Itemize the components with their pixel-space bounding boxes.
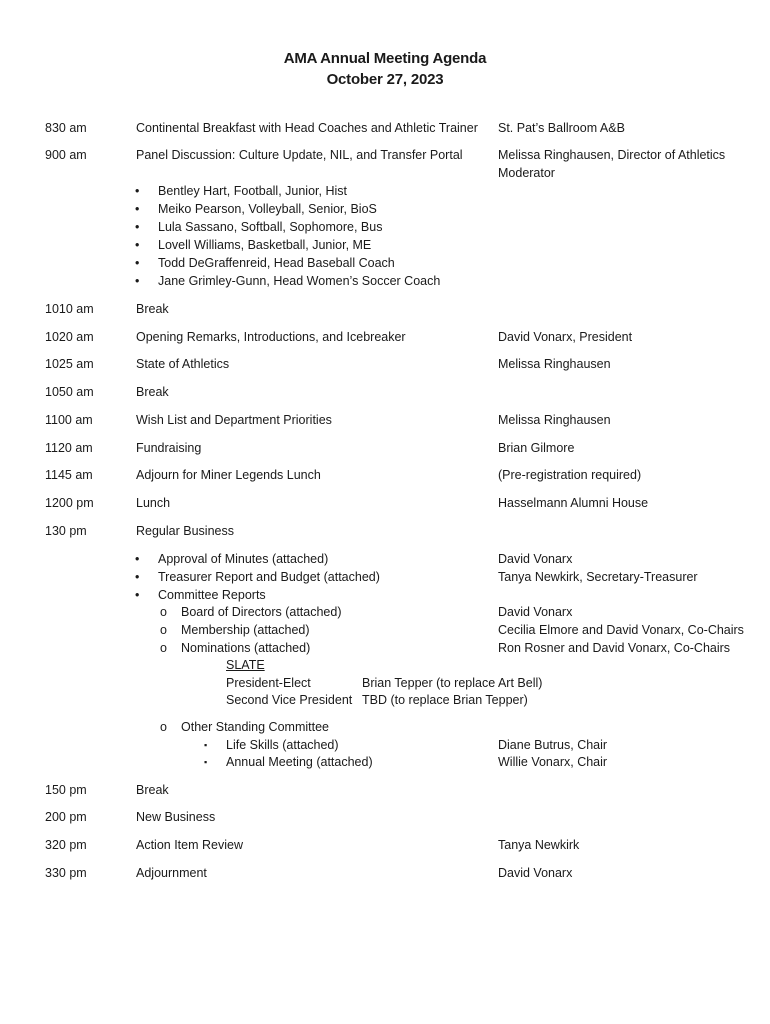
agenda-location: Hasselmann Alumni House bbox=[498, 496, 649, 510]
committee-item-label: Nominations (attached) bbox=[181, 641, 311, 655]
bullet-disc: • bbox=[135, 552, 140, 566]
bullet-disc: • bbox=[135, 570, 140, 584]
panelist-name: Meiko Pearson, Volleyball, Senior, BioS bbox=[158, 202, 377, 216]
agenda-time: 330 pm bbox=[45, 866, 87, 880]
agenda-presenter: Tanya Newkirk, Secretary-Treasurer bbox=[498, 570, 698, 584]
bullet-square: ▪ bbox=[204, 740, 208, 750]
bullet-disc: • bbox=[135, 202, 140, 216]
agenda-presenter: Cecilia Elmore and David Vonarx, Co-Chairs bbox=[498, 623, 744, 637]
panelist-name: Lula Sassano, Softball, Sophomore, Bus bbox=[158, 220, 383, 234]
agenda-description: Wish List and Department Priorities bbox=[136, 413, 332, 427]
agenda-description: Fundraising bbox=[136, 441, 202, 455]
agenda-time: 1200 pm bbox=[45, 496, 94, 510]
slate-role: President-Elect bbox=[226, 676, 311, 690]
slate-role: Second Vice President bbox=[226, 693, 353, 707]
panelist-name: Jane Grimley-Gunn, Head Women’s Soccer Coach bbox=[158, 274, 441, 288]
agenda-description: Break bbox=[136, 783, 169, 797]
agenda-time: 150 pm bbox=[45, 783, 87, 797]
agenda-description: Action Item Review bbox=[136, 838, 243, 852]
agenda-date: October 27, 2023 bbox=[326, 71, 444, 88]
agenda-presenter: (Pre-registration required) bbox=[498, 468, 642, 482]
agenda-time: 1145 am bbox=[45, 468, 93, 482]
business-item-label: Treasurer Report and Budget (attached) bbox=[158, 570, 380, 584]
bullet-disc: • bbox=[135, 588, 140, 602]
bullet-disc: • bbox=[135, 184, 140, 198]
agenda-presenter: Melissa Ringhausen, Director of Athletics bbox=[498, 148, 726, 162]
agenda-time: 1120 am bbox=[45, 441, 93, 455]
agenda-presenter: Willie Vonarx, Chair bbox=[498, 755, 608, 769]
bullet-circle: o bbox=[160, 641, 167, 655]
bullet-disc: • bbox=[135, 256, 140, 270]
agenda-time: 1050 am bbox=[45, 385, 94, 399]
business-item-label: Approval of Minutes (attached) bbox=[158, 552, 329, 566]
bullet-circle: o bbox=[160, 605, 167, 619]
agenda-description: Adjourn for Miner Legends Lunch bbox=[136, 468, 321, 482]
agenda-description: State of Athletics bbox=[136, 357, 230, 371]
agenda-presenter: David Vonarx, President bbox=[498, 330, 633, 344]
agenda-presenter: Ron Rosner and David Vonarx, Co-Chairs bbox=[498, 641, 731, 655]
agenda-description: Panel Discussion: Culture Update, NIL, and Transfer Portal bbox=[136, 148, 463, 162]
committee-item-label: Membership (attached) bbox=[181, 623, 310, 637]
agenda-time: 1020 am bbox=[45, 330, 94, 344]
agenda-description: New Business bbox=[136, 810, 216, 824]
slate-nominee: Brian Tepper (to replace Art Bell) bbox=[362, 676, 543, 690]
bullet-circle: o bbox=[160, 720, 167, 734]
committee-item-label: Other Standing Committee bbox=[181, 720, 329, 734]
agenda-title: AMA Annual Meeting Agenda bbox=[283, 50, 487, 67]
bullet-square: ▪ bbox=[204, 757, 208, 767]
bullet-circle: o bbox=[160, 623, 167, 637]
bullet-disc: • bbox=[135, 220, 140, 234]
panelist-name: Bentley Hart, Football, Junior, Hist bbox=[158, 184, 347, 198]
agenda-description: Continental Breakfast with Head Coaches and Athletic Trainer bbox=[136, 121, 478, 135]
agenda-time: 130 pm bbox=[45, 524, 87, 538]
agenda-presenter: David Vonarx bbox=[498, 605, 573, 619]
agenda-presenter-role: Moderator bbox=[498, 166, 555, 180]
bullet-disc: • bbox=[135, 274, 140, 288]
agenda-presenter: Melissa Ringhausen bbox=[498, 357, 611, 371]
business-item-label: Committee Reports bbox=[158, 588, 266, 602]
agenda-time: 900 am bbox=[45, 148, 87, 162]
agenda-time: 1100 am bbox=[45, 413, 93, 427]
panelist-name: Todd DeGraffenreid, Head Baseball Coach bbox=[158, 256, 395, 270]
agenda-time: 200 pm bbox=[45, 810, 87, 824]
agenda-description: Break bbox=[136, 302, 169, 316]
agenda-description: Break bbox=[136, 385, 169, 399]
agenda-description: Lunch bbox=[136, 496, 171, 510]
agenda-presenter: Tanya Newkirk bbox=[498, 838, 580, 852]
agenda-presenter: David Vonarx bbox=[498, 552, 573, 566]
agenda-description: Opening Remarks, Introductions, and Icebreaker bbox=[136, 330, 406, 344]
agenda-presenter: David Vonarx bbox=[498, 866, 573, 880]
agenda-time: 1010 am bbox=[45, 302, 94, 316]
slate-nominee: TBD (to replace Brian Tepper) bbox=[362, 693, 528, 707]
agenda-time: 1025 am bbox=[45, 357, 94, 371]
committee-item-label: Board of Directors (attached) bbox=[181, 605, 342, 619]
slate-heading: SLATE bbox=[226, 658, 265, 672]
bullet-disc: • bbox=[135, 238, 140, 252]
subcommittee-item-label: Life Skills (attached) bbox=[226, 738, 339, 752]
subcommittee-item-label: Annual Meeting (attached) bbox=[226, 755, 373, 769]
agenda-description: Adjournment bbox=[136, 866, 207, 880]
agenda-presenter: St. Pat’s Ballroom A&B bbox=[498, 121, 625, 135]
agenda-presenter: Melissa Ringhausen bbox=[498, 413, 611, 427]
agenda-description: Regular Business bbox=[136, 524, 234, 538]
agenda-presenter: Brian Gilmore bbox=[498, 441, 575, 455]
agenda-time: 320 pm bbox=[45, 838, 87, 852]
panelist-name: Lovell Williams, Basketball, Junior, ME bbox=[158, 238, 372, 252]
agenda-presenter: Diane Butrus, Chair bbox=[498, 738, 608, 752]
agenda-time: 830 am bbox=[45, 121, 87, 135]
